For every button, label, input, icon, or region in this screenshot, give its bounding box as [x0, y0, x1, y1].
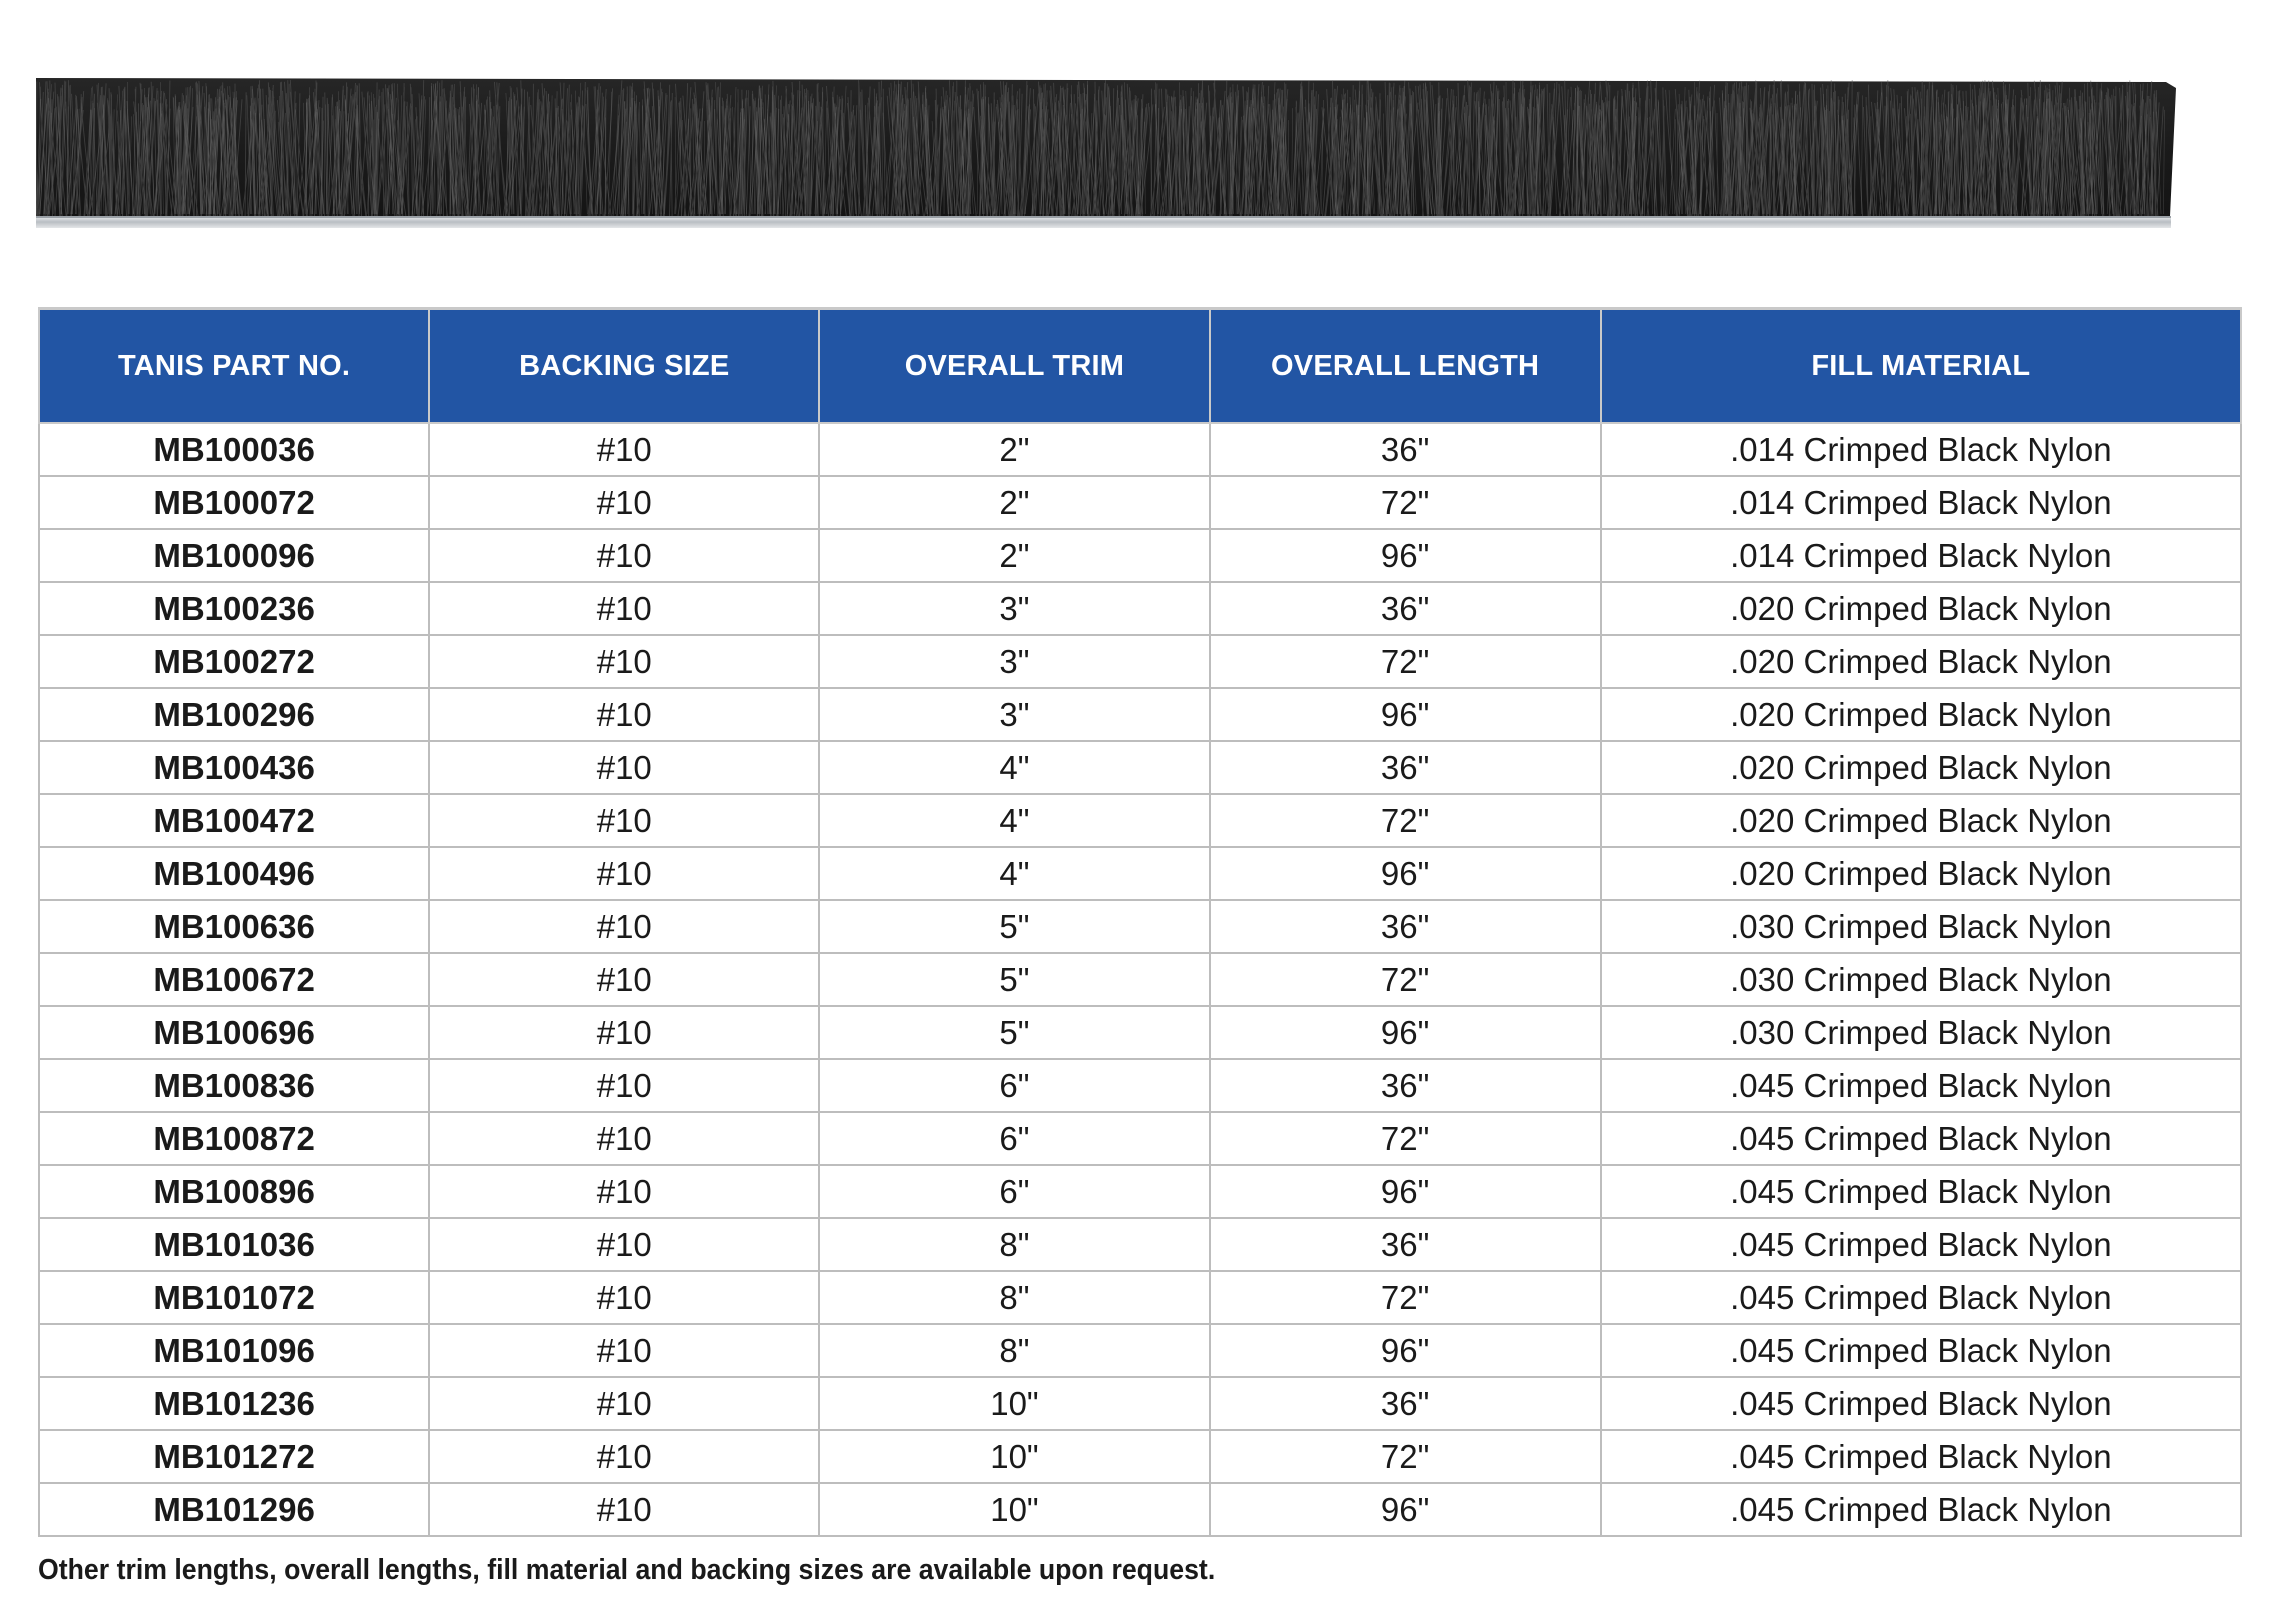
cell-overall-trim: 6" — [819, 1059, 1209, 1112]
cell-overall-length: 72" — [1210, 635, 1601, 688]
cell-part-no: MB101236 — [39, 1377, 429, 1430]
cell-overall-trim: 6" — [819, 1165, 1209, 1218]
cell-overall-trim: 2" — [819, 423, 1209, 476]
table-body — [39, 423, 2241, 1536]
cell-backing-size: #10 — [429, 900, 819, 953]
cell-overall-trim: 10" — [819, 1483, 1209, 1536]
cell-backing-size: #10 — [429, 794, 819, 847]
cell-overall-length: 96" — [1210, 1006, 1601, 1059]
availability-footnote: Other trim lengths, overall lengths, fill material and backing sizes are available upon request. — [38, 1554, 1216, 1586]
cell-backing-size: #10 — [429, 1165, 819, 1218]
cell-overall-length: 36" — [1210, 741, 1601, 794]
cell-backing-size: #10 — [429, 529, 819, 582]
cell-part-no: MB100296 — [39, 688, 429, 741]
cell-overall-length: 72" — [1210, 1430, 1601, 1483]
cell-part-no: MB100436 — [39, 741, 429, 794]
header-fill-material: FILL MATERIAL — [1601, 309, 2241, 424]
cell-overall-trim: 5" — [819, 953, 1209, 1006]
cell-overall-length: 72" — [1210, 1112, 1601, 1165]
cell-backing-size: #10 — [429, 476, 819, 529]
cell-overall-trim: 4" — [819, 794, 1209, 847]
cell-overall-trim: 3" — [819, 582, 1209, 635]
cell-fill-material: .045 Crimped Black Nylon — [1601, 1165, 2241, 1218]
cell-overall-trim: 5" — [819, 900, 1209, 953]
cell-overall-length: 96" — [1210, 529, 1601, 582]
cell-fill-material: .030 Crimped Black Nylon — [1601, 1006, 2241, 1059]
cell-backing-size: #10 — [429, 1430, 819, 1483]
cell-fill-material: .045 Crimped Black Nylon — [1601, 1059, 2241, 1112]
cell-fill-material: .020 Crimped Black Nylon — [1601, 741, 2241, 794]
cell-fill-material: .014 Crimped Black Nylon — [1601, 529, 2241, 582]
cell-part-no: MB101072 — [39, 1271, 429, 1324]
cell-overall-trim: 3" — [819, 635, 1209, 688]
cell-backing-size: #10 — [429, 688, 819, 741]
table-row — [39, 635, 2241, 688]
cell-overall-length: 36" — [1210, 900, 1601, 953]
cell-backing-size: #10 — [429, 1218, 819, 1271]
table-row — [39, 1165, 2241, 1218]
cell-fill-material: .020 Crimped Black Nylon — [1601, 635, 2241, 688]
table-row — [39, 688, 2241, 741]
cell-overall-length: 36" — [1210, 1059, 1601, 1112]
cell-overall-length: 36" — [1210, 1218, 1601, 1271]
table-row — [39, 1324, 2241, 1377]
cell-overall-trim: 10" — [819, 1430, 1209, 1483]
cell-overall-trim: 8" — [819, 1324, 1209, 1377]
cell-fill-material: .045 Crimped Black Nylon — [1601, 1112, 2241, 1165]
cell-part-no: MB100072 — [39, 476, 429, 529]
cell-backing-size: #10 — [429, 635, 819, 688]
cell-overall-length: 96" — [1210, 688, 1601, 741]
cell-part-no: MB100472 — [39, 794, 429, 847]
table-row — [39, 847, 2241, 900]
cell-fill-material: .020 Crimped Black Nylon — [1601, 688, 2241, 741]
table-row — [39, 1430, 2241, 1483]
cell-fill-material: .045 Crimped Black Nylon — [1601, 1430, 2241, 1483]
table-row — [39, 423, 2241, 476]
cell-fill-material: .020 Crimped Black Nylon — [1601, 794, 2241, 847]
table-row — [39, 1377, 2241, 1430]
cell-part-no: MB101096 — [39, 1324, 429, 1377]
cell-part-no: MB100672 — [39, 953, 429, 1006]
cell-part-no: MB100836 — [39, 1059, 429, 1112]
cell-overall-trim: 10" — [819, 1377, 1209, 1430]
cell-backing-size: #10 — [429, 1112, 819, 1165]
cell-overall-length: 96" — [1210, 1483, 1601, 1536]
cell-part-no: MB100636 — [39, 900, 429, 953]
table-row — [39, 794, 2241, 847]
cell-overall-length: 72" — [1210, 1271, 1601, 1324]
cell-overall-length: 72" — [1210, 476, 1601, 529]
table-row — [39, 1059, 2241, 1112]
cell-fill-material: .014 Crimped Black Nylon — [1601, 423, 2241, 476]
cell-part-no: MB100696 — [39, 1006, 429, 1059]
cell-backing-size: #10 — [429, 847, 819, 900]
cell-part-no: MB100036 — [39, 423, 429, 476]
header-overall-trim: OVERALL TRIM — [819, 309, 1209, 424]
cell-fill-material: .045 Crimped Black Nylon — [1601, 1377, 2241, 1430]
cell-part-no: MB100872 — [39, 1112, 429, 1165]
cell-fill-material: .045 Crimped Black Nylon — [1601, 1218, 2241, 1271]
table-row — [39, 741, 2241, 794]
cell-fill-material: .014 Crimped Black Nylon — [1601, 476, 2241, 529]
table-row — [39, 1112, 2241, 1165]
cell-part-no: MB101036 — [39, 1218, 429, 1271]
cell-part-no: MB100496 — [39, 847, 429, 900]
table-row — [39, 900, 2241, 953]
header-overall-length: OVERALL LENGTH — [1210, 309, 1601, 424]
cell-backing-size: #10 — [429, 1271, 819, 1324]
table-row — [39, 953, 2241, 1006]
cell-fill-material: .030 Crimped Black Nylon — [1601, 953, 2241, 1006]
cell-overall-length: 96" — [1210, 1324, 1601, 1377]
cell-backing-size: #10 — [429, 582, 819, 635]
cell-fill-material: .045 Crimped Black Nylon — [1601, 1271, 2241, 1324]
cell-part-no: MB100896 — [39, 1165, 429, 1218]
cell-part-no: MB101272 — [39, 1430, 429, 1483]
brush-illustration — [36, 76, 2186, 232]
cell-backing-size: #10 — [429, 953, 819, 1006]
cell-overall-length: 96" — [1210, 847, 1601, 900]
table-row — [39, 476, 2241, 529]
cell-backing-size: #10 — [429, 423, 819, 476]
cell-overall-length: 36" — [1210, 582, 1601, 635]
cell-overall-trim: 4" — [819, 847, 1209, 900]
cell-overall-trim: 6" — [819, 1112, 1209, 1165]
cell-part-no: MB100236 — [39, 582, 429, 635]
cell-overall-length: 72" — [1210, 794, 1601, 847]
strip-brush-image — [36, 76, 2186, 232]
table-row — [39, 1483, 2241, 1536]
cell-backing-size: #10 — [429, 1324, 819, 1377]
cell-backing-size: #10 — [429, 741, 819, 794]
cell-overall-length: 72" — [1210, 953, 1601, 1006]
cell-overall-trim: 2" — [819, 529, 1209, 582]
cell-fill-material: .030 Crimped Black Nylon — [1601, 900, 2241, 953]
cell-overall-trim: 8" — [819, 1271, 1209, 1324]
table-row — [39, 1218, 2241, 1271]
cell-overall-trim: 8" — [819, 1218, 1209, 1271]
cell-fill-material: .045 Crimped Black Nylon — [1601, 1483, 2241, 1536]
cell-overall-length: 36" — [1210, 1377, 1601, 1430]
cell-part-no: MB100096 — [39, 529, 429, 582]
header-part-no: TANIS PART NO. — [39, 309, 429, 424]
cell-overall-trim: 2" — [819, 476, 1209, 529]
cell-fill-material: .020 Crimped Black Nylon — [1601, 847, 2241, 900]
table-row — [39, 582, 2241, 635]
product-spec-table — [38, 307, 2242, 1537]
header-backing-size: BACKING SIZE — [429, 309, 819, 424]
cell-overall-length: 36" — [1210, 423, 1601, 476]
cell-fill-material: .045 Crimped Black Nylon — [1601, 1324, 2241, 1377]
table-header-row — [39, 309, 2241, 424]
cell-backing-size: #10 — [429, 1059, 819, 1112]
table-row — [39, 529, 2241, 582]
cell-overall-trim: 5" — [819, 1006, 1209, 1059]
cell-overall-length: 96" — [1210, 1165, 1601, 1218]
cell-overall-trim: 4" — [819, 741, 1209, 794]
table-row — [39, 1271, 2241, 1324]
cell-backing-size: #10 — [429, 1006, 819, 1059]
cell-backing-size: #10 — [429, 1483, 819, 1536]
cell-fill-material: .020 Crimped Black Nylon — [1601, 582, 2241, 635]
cell-backing-size: #10 — [429, 1377, 819, 1430]
cell-part-no: MB101296 — [39, 1483, 429, 1536]
table-row — [39, 1006, 2241, 1059]
cell-part-no: MB100272 — [39, 635, 429, 688]
cell-overall-trim: 3" — [819, 688, 1209, 741]
